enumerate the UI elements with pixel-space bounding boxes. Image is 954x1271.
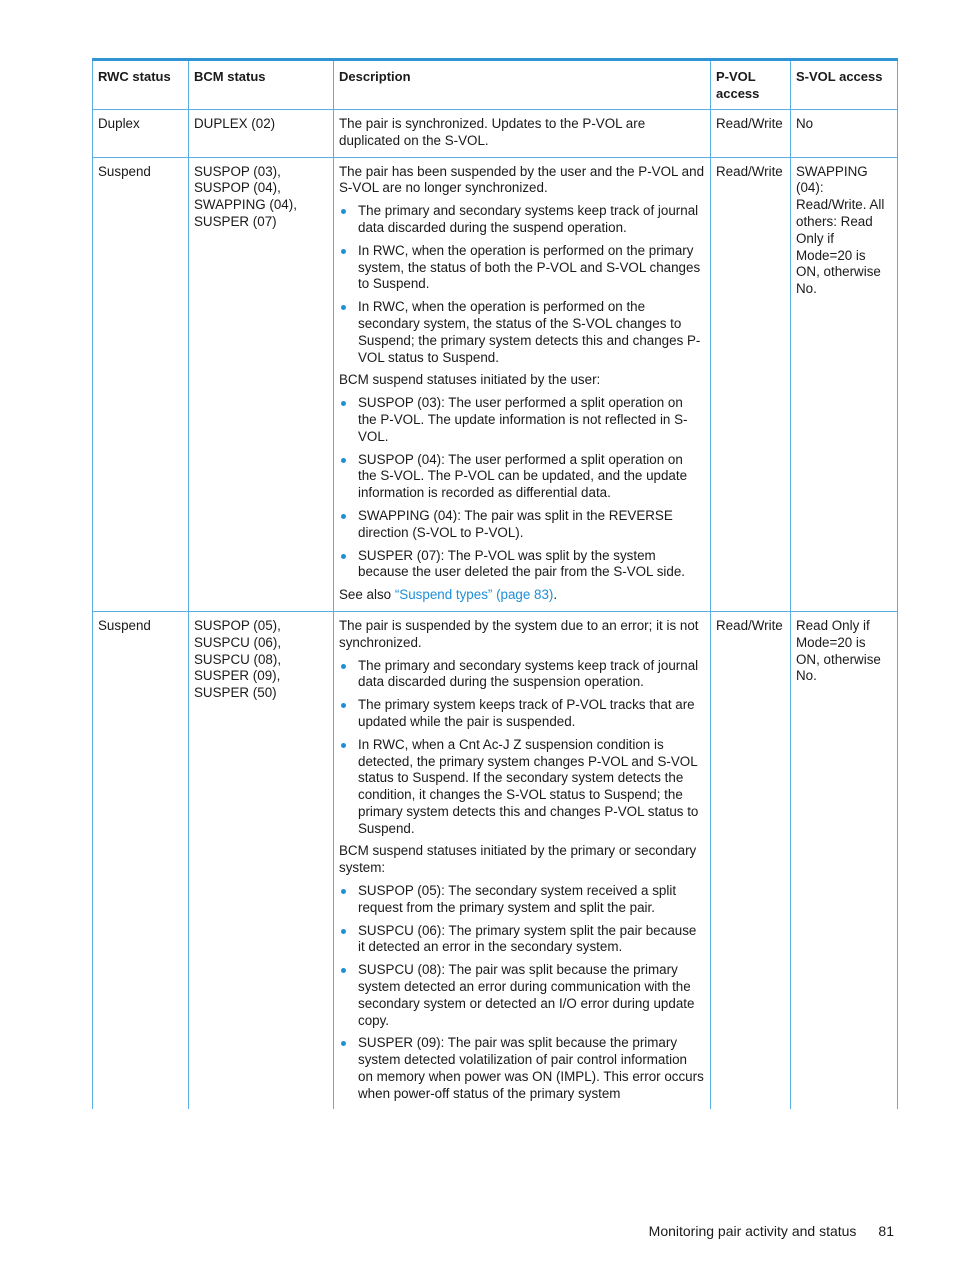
list-item-text: SUSPCU (08): The pair was split because the primary system detected an error during communication with the secondary system or detected an I/O error during update copy. xyxy=(358,962,695,1028)
bullet-icon xyxy=(341,968,346,973)
see-also-suffix: . xyxy=(553,587,558,603)
bullet-icon xyxy=(341,664,346,669)
bullet-icon xyxy=(341,1041,346,1046)
bullet-icon xyxy=(341,554,346,559)
list-item xyxy=(339,395,705,445)
header-rwc-status: RWC status xyxy=(93,60,189,110)
cell-bcm-status: SUSPOP (05), SUSPCU (06), SUSPCU (08), SUSPER (09), SUSPER (50) xyxy=(189,611,334,1108)
cell-rwc-status: Suspend xyxy=(93,157,189,611)
list-item-text: SWAPPING (04): The pair was split in the REVERSE direction (S-VOL to P-VOL). xyxy=(358,507,673,540)
table-row xyxy=(93,157,898,611)
list-item-text: In RWC, when the operation is performed on the primary system, the status of both the P-VOL and S-VOL changes to Suspend. xyxy=(358,242,701,292)
list-item xyxy=(339,883,705,917)
list-item xyxy=(339,962,705,1029)
list-item xyxy=(339,508,705,542)
cell-pvol-access: Read/Write xyxy=(711,611,791,1108)
see-also-prefix: See also xyxy=(339,587,395,603)
table-header-row xyxy=(93,60,898,110)
list-item-text: The primary and secondary systems keep track of journal data discarded during the suspend operation. xyxy=(358,203,699,235)
header-svol-access: S-VOL access xyxy=(791,60,898,110)
header-bcm-status: BCM status xyxy=(189,60,334,110)
cell-pvol-access: Read/Write xyxy=(711,110,791,158)
list-item xyxy=(339,658,705,692)
cell-rwc-status: Duplex xyxy=(93,110,189,158)
list-item xyxy=(339,737,705,838)
cell-description xyxy=(334,110,711,158)
bullet-icon xyxy=(341,305,346,310)
description-text: The pair is synchronized. Updates to the P-VOL are duplicated on the S-VOL. xyxy=(339,116,646,148)
footer-section-title: Monitoring pair activity and status xyxy=(648,1223,857,1239)
description-subheading: BCM suspend statuses initiated by the user: xyxy=(339,372,601,388)
bullet-icon xyxy=(341,889,346,894)
cell-svol-access: SWAPPING (04): Read/Write. All others: Read Only if Mode=20 is ON, otherwise No. xyxy=(791,157,898,611)
bullet-icon xyxy=(341,249,346,254)
cell-description xyxy=(334,611,711,1108)
bullet-list xyxy=(339,395,705,581)
bullet-icon xyxy=(341,743,346,748)
table-row xyxy=(93,611,898,1108)
list-item xyxy=(339,203,705,237)
list-item-text: SUSPOP (05): The secondary system received a split request from the primary system and split the pair. xyxy=(358,883,677,915)
page-number: 81 xyxy=(878,1223,894,1239)
description-text: The pair is suspended by the system due to an error; it is not synchronized. xyxy=(339,617,699,650)
cell-bcm-status: DUPLEX (02) xyxy=(189,110,334,158)
list-item-text: SUSPER (07): The P-VOL was split by the system because the user deleted the pair from the S-VOL side. xyxy=(358,547,686,580)
cell-rwc-status: Suspend xyxy=(93,611,189,1108)
suspend-types-link[interactable]: “Suspend types” (page 83) xyxy=(394,587,554,603)
list-item xyxy=(339,697,705,731)
header-description: Description xyxy=(334,60,711,110)
list-item xyxy=(339,243,705,293)
description-text: The pair has been suspended by the user and the P-VOL and S-VOL are no longer synchronized. xyxy=(339,163,705,196)
page-footer xyxy=(649,1223,894,1239)
bullet-icon xyxy=(341,209,346,214)
bullet-icon xyxy=(341,458,346,463)
list-item xyxy=(339,923,705,957)
list-item-text: In RWC, when a Cnt Ac-J Z suspension condition is detected, the primary system changes P-VOL and S-VOL status to Suspend. If the secondary system detects the condition, it changes the S-VOL status to Suspend; the primary system detects this and changes P-VOL status to Suspend. xyxy=(358,736,699,836)
bullet-icon xyxy=(341,929,346,934)
cell-description xyxy=(334,157,711,611)
bullet-list xyxy=(339,883,705,1103)
list-item-text: SUSPOP (03): The user performed a split operation on the P-VOL. The update information is not reflected in S-VOL. xyxy=(358,395,688,444)
pair-status-table xyxy=(92,58,898,1109)
bullet-icon xyxy=(341,703,346,708)
bullet-icon xyxy=(341,514,346,519)
list-item xyxy=(339,548,705,582)
list-item xyxy=(339,452,705,502)
list-item-text: The primary and secondary systems keep track of journal data discarded during the suspension operation. xyxy=(358,657,699,690)
see-also xyxy=(339,587,705,604)
list-item xyxy=(339,299,705,366)
description-subheading: BCM suspend statuses initiated by the primary or secondary system: xyxy=(339,843,697,876)
bullet-icon xyxy=(341,401,346,406)
list-item-text: SUSPER (09): The pair was split because the primary system detected volatilization of pair control information on memory when power was ON (IMPL). This error occurs when power-off status of the primary system xyxy=(358,1035,704,1101)
cell-pvol-access: Read/Write xyxy=(711,157,791,611)
cell-svol-access: No xyxy=(791,110,898,158)
list-item-text: In RWC, when the operation is performed on the secondary system, the status of the S-VOL changes to Suspend; the primary system detects this and changes P-VOL status to Suspend. xyxy=(358,299,701,365)
list-item xyxy=(339,1035,705,1102)
cell-bcm-status: SUSPOP (03), SUSPOP (04), SWAPPING (04), SUSPER (07) xyxy=(189,157,334,611)
list-item-text: The primary system keeps track of P-VOL tracks that are updated while the pair is suspended. xyxy=(358,697,695,729)
header-pvol-access: P-VOL access xyxy=(711,60,791,110)
list-item-text: SUSPCU (06): The primary system split the pair because it detected an error in the secondary system. xyxy=(358,922,697,955)
table-row xyxy=(93,110,898,158)
bullet-list xyxy=(339,203,705,366)
list-item-text: SUSPOP (04): The user performed a split operation on the S-VOL. The P-VOL can be updated, and the update information is recorded as differential data. xyxy=(358,451,688,501)
cell-svol-access: Read Only if Mode=20 is ON, otherwise No. xyxy=(791,611,898,1108)
bullet-list xyxy=(339,658,705,838)
